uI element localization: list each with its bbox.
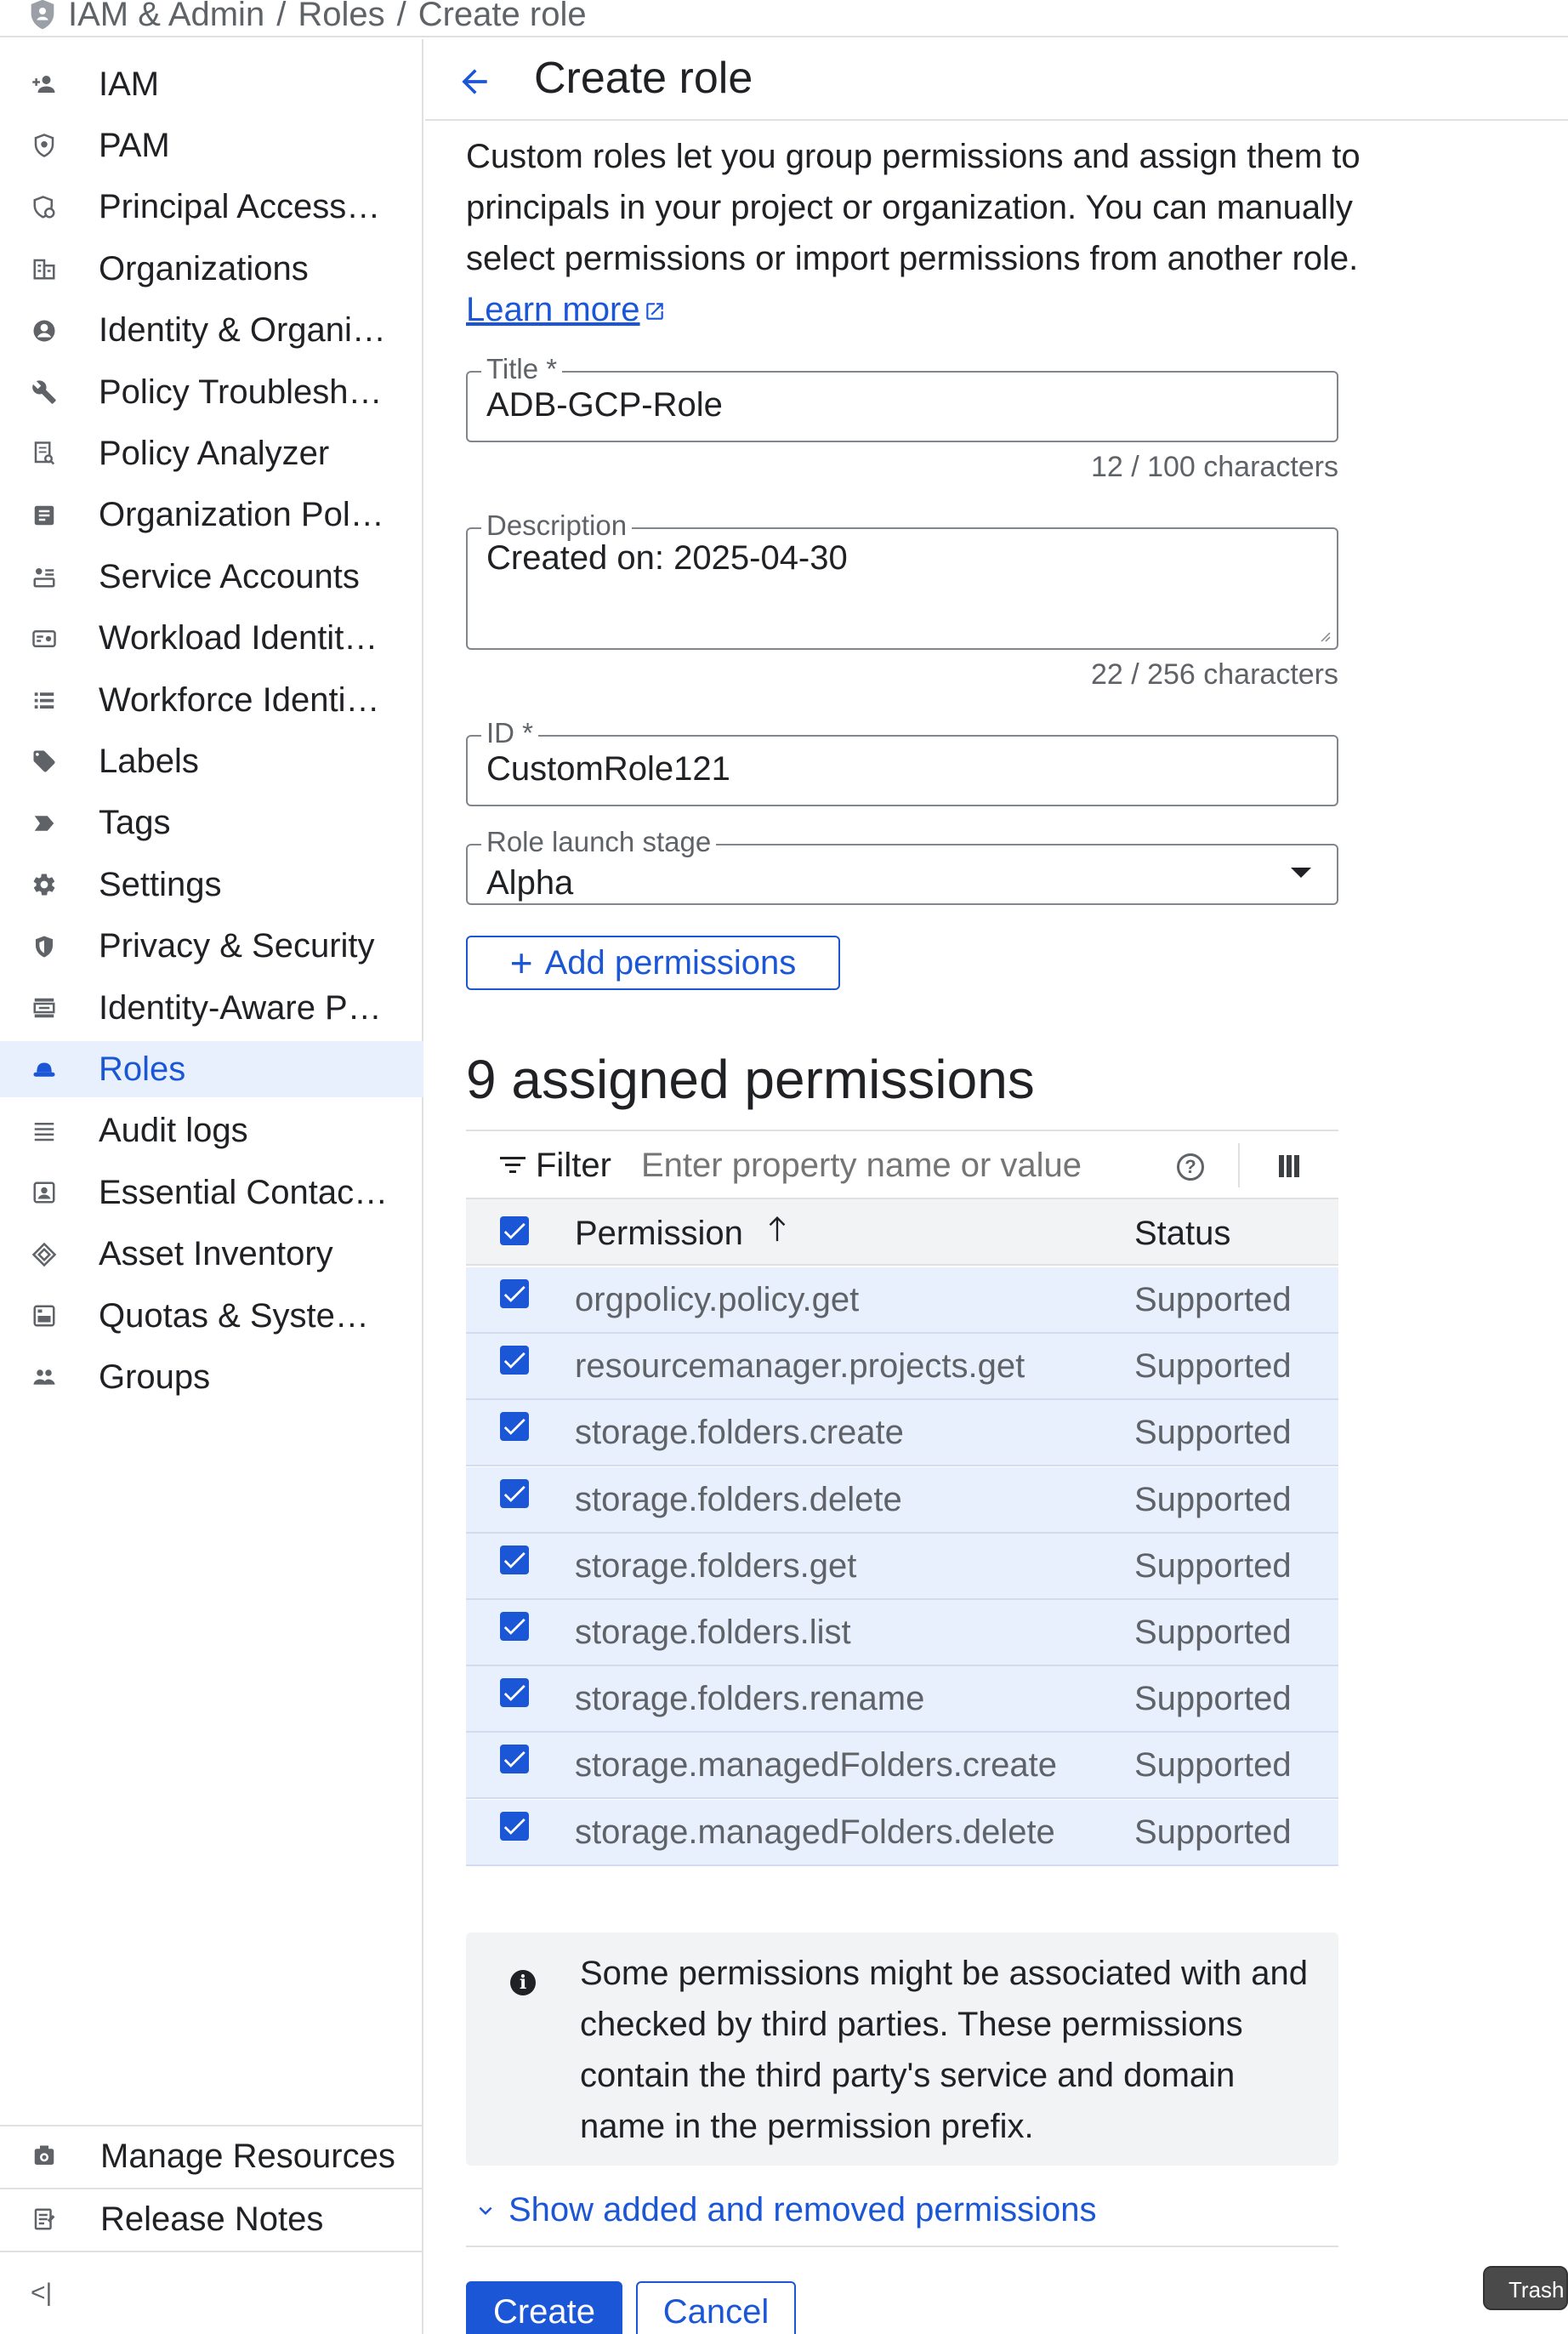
create-button[interactable]: Create: [466, 2281, 622, 2334]
document-search-icon: [31, 440, 58, 467]
permission-name: orgpolicy.policy.get: [575, 1281, 860, 1318]
breadcrumb-parent[interactable]: Roles: [298, 0, 385, 33]
intro-description: Custom roles let you group permissions and assign them to principals in your project or organization. You can manually select permissions or import permissions from another role.: [466, 138, 1361, 277]
check-icon: [500, 1346, 529, 1375]
check-icon: [500, 1678, 529, 1707]
check-icon: [500, 1612, 529, 1641]
cancel-button[interactable]: Cancel: [636, 2281, 796, 2334]
select-all-checkbox[interactable]: [500, 1216, 529, 1245]
launch-stage-value: Alpha: [486, 864, 574, 902]
sidebar-item-label: Organizations: [99, 249, 309, 287]
chevron-down-icon: [473, 2198, 498, 2223]
breadcrumb: [0, 0, 1568, 37]
sort-ascending-icon[interactable]: [765, 1213, 789, 1244]
shield-key-icon: [31, 132, 58, 159]
filter-label: Filter: [536, 1147, 611, 1184]
sidebar-item-label: Roles: [99, 1050, 186, 1088]
permission-status: Supported: [1134, 1813, 1292, 1851]
sidebar-item-groups[interactable]: [0, 1349, 423, 1405]
sidebar-item-policy-analyzer[interactable]: [0, 425, 423, 481]
permission-name: storage.folders.create: [575, 1414, 904, 1452]
title-field[interactable]: [466, 353, 1338, 442]
tag-icon: [31, 748, 58, 775]
sidebar-item-label: Release Notes: [100, 2200, 324, 2238]
sidebar-item-privacy-security[interactable]: [0, 919, 423, 975]
column-display-icon[interactable]: [1279, 1155, 1301, 1177]
description-char-counter: 22 / 256 characters: [1090, 658, 1338, 691]
column-header-permission[interactable]: Permission: [575, 1215, 743, 1252]
sidebar-item-organizations[interactable]: [0, 241, 423, 297]
launch-stage-clip: [468, 845, 1337, 903]
permission-status: Supported: [1134, 1746, 1292, 1785]
launch-stage-label: Role launch stage: [481, 827, 716, 857]
permission-name: storage.folders.get: [575, 1546, 857, 1585]
row-checkbox[interactable]: [500, 1678, 529, 1707]
sidebar-item-label: Identity-Aware P…: [99, 988, 382, 1027]
collapse-sidebar-button[interactable]: [0, 2251, 423, 2334]
resize-handle-icon[interactable]: [1318, 629, 1332, 643]
person-add-icon: [31, 71, 58, 98]
row-checkbox[interactable]: [500, 1479, 529, 1508]
sidebar-item-label: Policy Analyzer: [99, 434, 330, 472]
permission-status: Supported: [1134, 1480, 1292, 1518]
label-arrow-icon: [31, 810, 58, 837]
id-field[interactable]: [466, 717, 1338, 806]
description-field-label: Description: [481, 510, 632, 541]
sidebar-item-label: Settings: [99, 865, 222, 903]
sidebar-item-label: PAM: [99, 126, 170, 164]
identity-aware-proxy-icon: [31, 994, 58, 1022]
sidebar-item-policy-troublesh[interactable]: [0, 364, 423, 420]
back-arrow-icon[interactable]: [456, 63, 493, 100]
intro-text: [466, 131, 1367, 335]
gear-icon: [31, 871, 58, 898]
sidebar-item-audit-logs[interactable]: [0, 1103, 423, 1159]
breadcrumb-separator: /: [396, 0, 406, 33]
shield-icon: [31, 933, 58, 960]
sidebar-item-label: Privacy & Security: [99, 927, 375, 965]
row-checkbox[interactable]: [500, 1346, 529, 1375]
sidebar-item-workforce-identi[interactable]: [0, 672, 423, 728]
service-account-icon: [31, 563, 58, 590]
table-row: [466, 1334, 1338, 1400]
permission-status: Supported: [1134, 1347, 1292, 1386]
info-icon: i: [510, 1970, 536, 1995]
row-checkbox[interactable]: [500, 1279, 529, 1308]
sidebar-item-label: Manage Resources: [100, 2137, 395, 2175]
description-field-value[interactable]: Created on: 2025-04-30: [486, 539, 848, 577]
table-row: [466, 1267, 1338, 1334]
wrench-icon: [31, 379, 58, 406]
sidebar-item-roles[interactable]: [0, 1041, 423, 1097]
group-icon: [31, 1363, 58, 1391]
description-field[interactable]: [466, 509, 1338, 650]
quota-icon: [31, 1302, 58, 1329]
account-circle-icon: [31, 317, 58, 344]
permission-name: storage.managedFolders.delete: [575, 1813, 1055, 1851]
dropdown-arrow-icon: [1291, 868, 1311, 878]
column-header-status[interactable]: Status: [1134, 1215, 1231, 1252]
sidebar-item-pam[interactable]: [0, 117, 423, 174]
permission-name: storage.folders.rename: [575, 1680, 925, 1718]
sidebar: [0, 39, 423, 2334]
divider: [1238, 1143, 1240, 1187]
permission-status: Supported: [1134, 1414, 1292, 1452]
filter-bar: [466, 1130, 1338, 1199]
sidebar-item-identity-aware-p[interactable]: [0, 980, 423, 1036]
filter-input[interactable]: [641, 1147, 1083, 1185]
sidebar-item-labels[interactable]: [0, 733, 423, 789]
permission-status: Supported: [1134, 1281, 1292, 1318]
check-icon: [500, 1479, 529, 1508]
table-header: [466, 1199, 1338, 1266]
external-link-icon: [644, 300, 666, 322]
table-row: [466, 1400, 1338, 1466]
lines-icon: [31, 1118, 58, 1145]
sidebar-item-workload-identit[interactable]: [0, 611, 423, 667]
permission-name: storage.folders.list: [575, 1614, 851, 1651]
trash-tooltip: Trash: [1483, 2266, 1568, 2310]
sidebar-item-label: IAM: [99, 65, 160, 103]
check-icon: [500, 1812, 529, 1841]
breadcrumb-root[interactable]: IAM & Admin: [68, 0, 265, 33]
permission-name: resourcemanager.projects.get: [575, 1347, 1025, 1386]
sidebar-item-label: Organization Pol…: [99, 496, 384, 534]
divider: [466, 2246, 1338, 2247]
sidebar-item-service-accounts[interactable]: [0, 549, 423, 605]
assigned-permissions-title: 9 assigned permissions: [466, 1049, 1035, 1110]
sidebar-item-iam[interactable]: [0, 56, 423, 112]
table-row: [466, 1733, 1338, 1799]
list-icon: [31, 686, 58, 714]
permission-status: Supported: [1134, 1680, 1292, 1718]
row-checkbox[interactable]: [500, 1546, 529, 1574]
title-char-counter: 12 / 100 characters: [1090, 451, 1338, 483]
sidebar-item-label: Policy Troublesh…: [99, 373, 383, 411]
manage-resources-icon: [31, 2143, 58, 2170]
principal-access-icon: [31, 194, 58, 221]
sidebar-item-manage-resources[interactable]: [0, 2125, 423, 2186]
table-row: [466, 1534, 1338, 1600]
plus-icon: +: [509, 941, 533, 985]
sidebar-item-label: Essential Contac…: [99, 1173, 389, 1211]
show-added-removed-toggle[interactable]: [473, 2191, 1097, 2229]
add-permissions-label: Add permissions: [544, 943, 797, 982]
table-row: [466, 1666, 1338, 1733]
diamond-layers-icon: [31, 1241, 58, 1268]
check-icon: [500, 1745, 529, 1773]
sidebar-item-identity-organi[interactable]: [0, 303, 423, 359]
check-icon: [500, 1279, 529, 1308]
row-checkbox[interactable]: [500, 1612, 529, 1641]
breadcrumb-separator: /: [276, 0, 287, 33]
info-text: Some permissions might be associated with and checked by third parties. These permissions contain the third party's service and domain name in the permission prefix.: [580, 1955, 1308, 2145]
contact-card-icon: [31, 1179, 58, 1206]
help-icon[interactable]: ?: [1177, 1153, 1204, 1181]
sidebar-item-principal-access[interactable]: [0, 179, 423, 236]
policy-document-icon: [31, 502, 58, 529]
sidebar-item-organization-pol[interactable]: [0, 487, 423, 544]
id-field-label: ID *: [481, 718, 538, 749]
title-field-label: Title *: [481, 354, 562, 384]
row-checkbox[interactable]: [500, 1812, 529, 1841]
release-notes-icon: [31, 2206, 58, 2233]
check-icon: [500, 1546, 529, 1574]
table-row: [466, 1600, 1338, 1666]
breadcrumb-current: Create role: [418, 0, 587, 33]
sidebar-item-label: Principal Access…: [99, 188, 381, 226]
table-row: [466, 1800, 1338, 1866]
sidebar-item-label: Service Accounts: [99, 557, 360, 595]
sidebar-item-label: Workforce Identi…: [99, 680, 380, 719]
row-checkbox[interactable]: [500, 1745, 529, 1773]
sidebar-item-label: Asset Inventory: [99, 1235, 333, 1273]
show-added-removed-label: Show added and removed permissions: [508, 2191, 1097, 2229]
shield-icon: [29, 0, 56, 31]
hat-icon: [31, 1056, 58, 1083]
page-header: [425, 39, 1568, 121]
id-field-value[interactable]: CustomRole121: [486, 750, 730, 788]
organization-icon: [31, 255, 58, 282]
id-card-icon: [31, 625, 58, 652]
check-icon: [500, 1216, 529, 1245]
title-field-value[interactable]: ADB-GCP-Role: [486, 386, 723, 424]
learn-more-link[interactable]: Learn more: [466, 291, 640, 328]
filter-icon[interactable]: [500, 1155, 526, 1176]
sidebar-item-label: Groups: [99, 1358, 211, 1396]
permission-status: Supported: [1134, 1614, 1292, 1651]
sidebar-item-essential-contac[interactable]: [0, 1164, 423, 1221]
third-party-info-box: [466, 1933, 1338, 2166]
sidebar-item-label: Audit logs: [99, 1112, 248, 1150]
check-icon: [500, 1412, 529, 1441]
sidebar-item-settings[interactable]: [0, 857, 423, 913]
collapse-icon: <|: [31, 2279, 53, 2307]
page-title: Create role: [534, 54, 753, 103]
sidebar-item-quotas-syste[interactable]: [0, 1288, 423, 1344]
add-permissions-button[interactable]: [466, 936, 840, 990]
sidebar-item-release-notes[interactable]: [0, 2188, 423, 2249]
sidebar-item-asset-inventory[interactable]: [0, 1227, 423, 1283]
sidebar-item-label: Workload Identit…: [99, 619, 378, 658]
table-row: [466, 1467, 1338, 1534]
sidebar-item-label: Identity & Organi…: [99, 311, 386, 350]
launch-stage-select[interactable]: [466, 826, 1338, 905]
sidebar-item-label: Labels: [99, 742, 199, 780]
permission-name: storage.folders.delete: [575, 1480, 902, 1518]
permission-name: storage.managedFolders.create: [575, 1746, 1057, 1785]
sidebar-item-label: Tags: [99, 804, 171, 842]
sidebar-item-label: Quotas & Syste…: [99, 1296, 369, 1335]
row-checkbox[interactable]: [500, 1412, 529, 1441]
permission-status: Supported: [1134, 1546, 1292, 1585]
sidebar-item-tags[interactable]: [0, 795, 423, 851]
main-content: [425, 39, 1568, 2334]
